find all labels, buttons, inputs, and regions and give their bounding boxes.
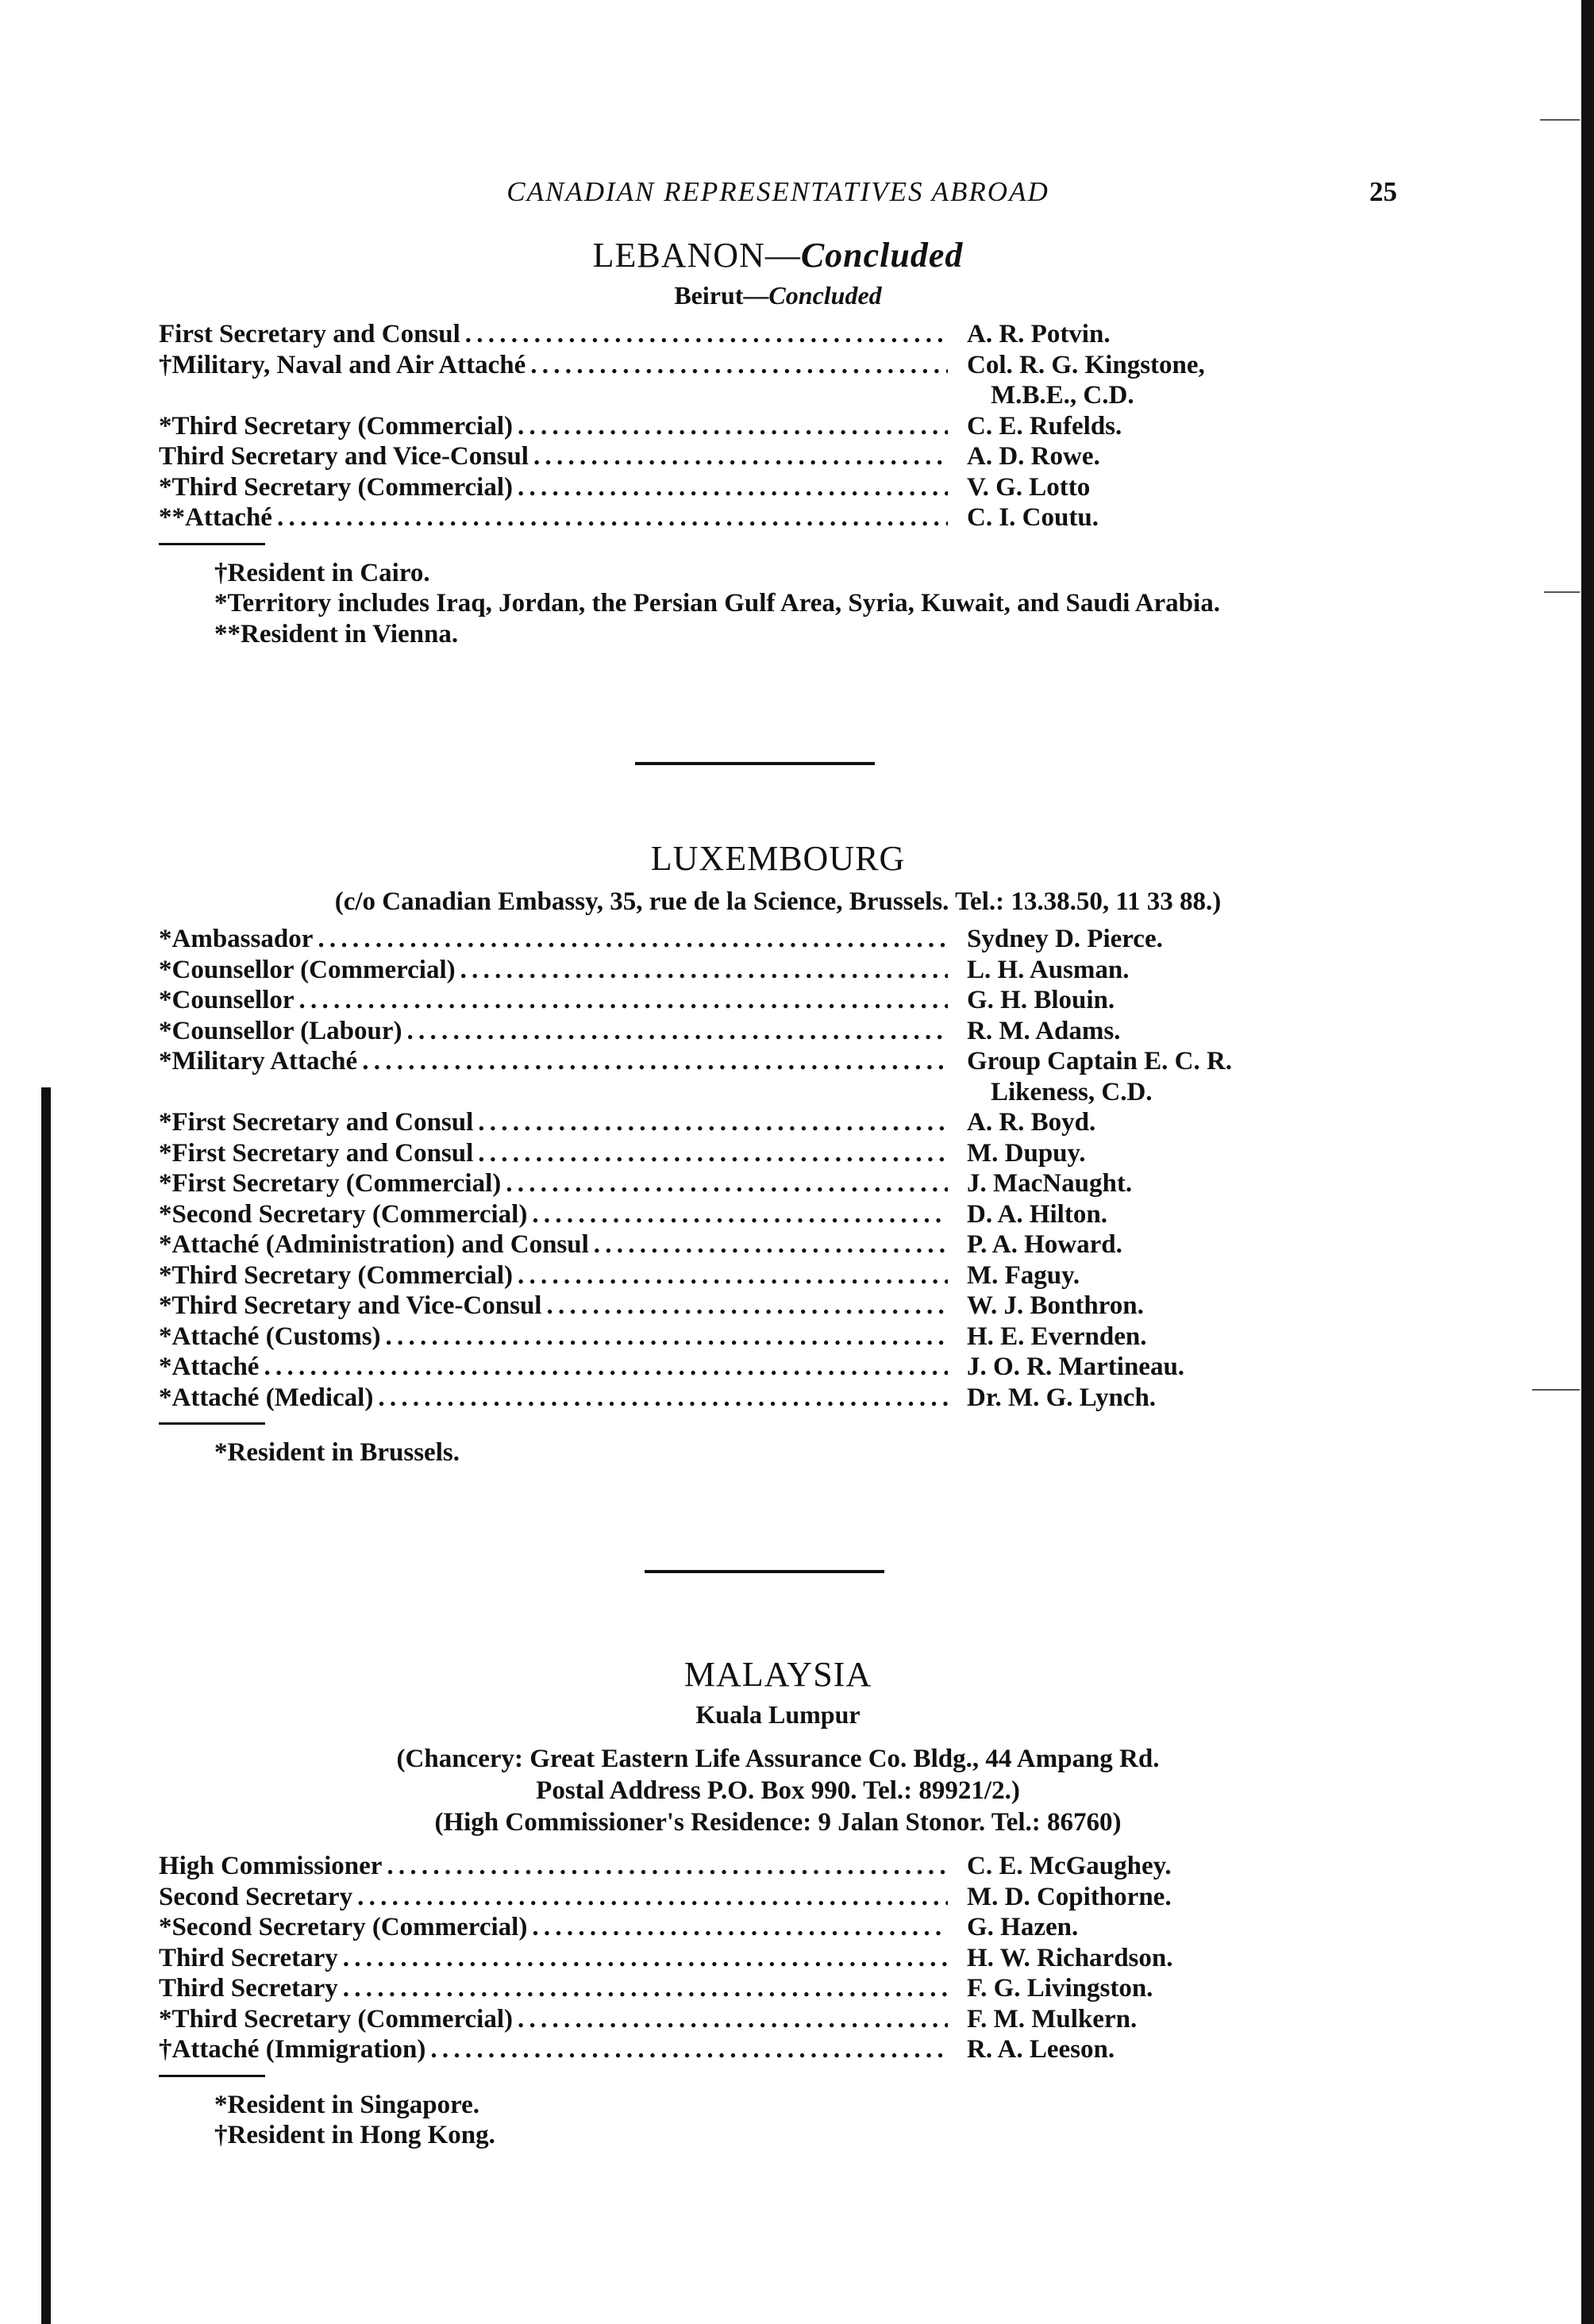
list-item: *Attaché (Customs) . . . H. E. Evernden. xyxy=(159,1322,1397,1352)
scan-border-left xyxy=(41,1087,51,2324)
list-item: Third Secretary . . . H. W. Richardson. xyxy=(159,1943,1397,1974)
staff-list xyxy=(159,1851,1397,2065)
address-line: Postal Address P.O. Box 990. Tel.: 89921/2.) xyxy=(536,1776,1020,1805)
list-item: *Third Secretary and Vice-Consul . . . W. J. Bonthron. xyxy=(159,1291,1397,1322)
list-item: †Attaché (Immigration) . . . R. A. Leeson. xyxy=(159,2034,1397,2065)
footnotes xyxy=(159,1437,1397,1468)
list-item: Likeness, C.D. xyxy=(991,1077,1153,1106)
list-item: Third Secretary and Vice-Consul . . . A. D. Rowe. xyxy=(159,441,1397,472)
list-item: **Attaché . . . C. I. Coutu. xyxy=(159,502,1397,533)
list-item: Second Secretary . . . M. D. Copithorne. xyxy=(159,1882,1397,1913)
city-heading: Beirut—Concluded xyxy=(674,281,882,310)
section-divider xyxy=(645,1570,884,1573)
list-item: *Third Secretary (Commercial) . . . F. M. Mulkern. xyxy=(159,2004,1397,2035)
list-item: *First Secretary and Consul . . . A. R. Boyd. xyxy=(159,1107,1397,1138)
list-item: Third Secretary . . . F. G. Livingston. xyxy=(159,1973,1397,2004)
list-item: First Secretary and Consul . . . A. R. Potvin. xyxy=(159,319,1397,350)
scan-mark xyxy=(1540,119,1580,121)
footnote: †Resident in Hong Kong. xyxy=(214,2121,495,2149)
list-item: *Counsellor (Commercial) . . . L. H. Ausman. xyxy=(159,955,1397,986)
section-divider xyxy=(635,762,875,765)
scan-mark xyxy=(1532,1389,1580,1391)
staff-list xyxy=(159,319,1397,533)
footnote: *Resident in Brussels. xyxy=(214,1438,460,1467)
footnotes xyxy=(159,558,1397,650)
list-item: *Third Secretary (Commercial) . . . C. E. Rufelds. xyxy=(159,411,1397,442)
scan-border-right xyxy=(1581,0,1594,2324)
page-number: 25 xyxy=(1369,176,1397,207)
list-item: *Third Secretary (Commercial) . . . M. Faguy. xyxy=(159,1260,1397,1291)
footnote: **Resident in Vienna. xyxy=(214,619,459,648)
list-item: *First Secretary (Commercial) . . . J. MacNaught. xyxy=(159,1168,1397,1199)
section-title: LUXEMBOURG xyxy=(650,839,906,878)
footnote: *Resident in Singapore. xyxy=(214,2090,480,2119)
list-item: *Counsellor (Labour) . . . R. M. Adams. xyxy=(159,1016,1397,1047)
address-line: (c/o Canadian Embassy, 35, rue de la Science, Brussels. Tel.: 13.38.50, 11 33 88.) xyxy=(334,887,1222,916)
list-item: *Second Secretary (Commercial) . . . G. Hazen. xyxy=(159,1912,1397,1943)
list-item: *Attaché (Medical) . . . Dr. M. G. Lynch. xyxy=(159,1383,1397,1414)
footnote: *Territory includes Iraq, Jordan, the Persian Gulf Area, Syria, Kuwait, and Saudi Arabia. xyxy=(214,589,1220,618)
section-title: LEBANON—Concluded xyxy=(592,236,964,275)
section-luxembourg xyxy=(159,837,1397,1468)
footnote-rule xyxy=(159,543,265,545)
list-item: *First Secretary and Consul . . . M. Dupuy. xyxy=(159,1138,1397,1169)
list-item: *Second Secretary (Commercial) . . . D. A. Hilton. xyxy=(159,1199,1397,1230)
scan-mark xyxy=(1544,591,1580,593)
list-item: *Attaché . . . J. O. R. Martineau. xyxy=(159,1352,1397,1383)
list-item: *Ambassador . . . Sydney D. Pierce. xyxy=(159,924,1397,955)
list-item: *Military Attaché . . . Group Captain E. C. R. xyxy=(159,1046,1397,1077)
section-lebanon xyxy=(159,233,1397,649)
address-block xyxy=(159,1743,1397,1838)
list-item: M.B.E., C.D. xyxy=(991,381,1134,410)
list-item: High Commissioner . . . C. E. McGaughey. xyxy=(159,1851,1397,1882)
running-title: CANADIAN REPRESENTATIVES ABROAD xyxy=(506,176,1049,207)
address-line: (Chancery: Great Eastern Life Assurance Co. Bldg., 44 Ampang Rd. xyxy=(396,1745,1160,1773)
section-title: MALAYSIA xyxy=(683,1655,872,1694)
city-heading: Kuala Lumpur xyxy=(695,1700,861,1729)
section-malaysia xyxy=(159,1653,1397,2151)
footnote-rule xyxy=(159,2075,265,2077)
footnote: †Resident in Cairo. xyxy=(214,558,430,587)
list-item: *Counsellor . . . G. H. Blouin. xyxy=(159,985,1397,1016)
list-item: *Third Secretary (Commercial) . . . V. G. Lotto xyxy=(159,472,1397,503)
address-line: (High Commissioner's Residence: 9 Jalan Stonor. Tel.: 86760) xyxy=(434,1808,1122,1837)
list-item: †Military, Naval and Air Attaché . . . Col. R. G. Kingstone, xyxy=(159,350,1397,381)
footnotes xyxy=(159,2090,1397,2151)
list-item: *Attaché (Administration) and Consul . . . P. A. Howard. xyxy=(159,1229,1397,1260)
footnote-rule xyxy=(159,1422,265,1425)
staff-list xyxy=(159,924,1397,1413)
